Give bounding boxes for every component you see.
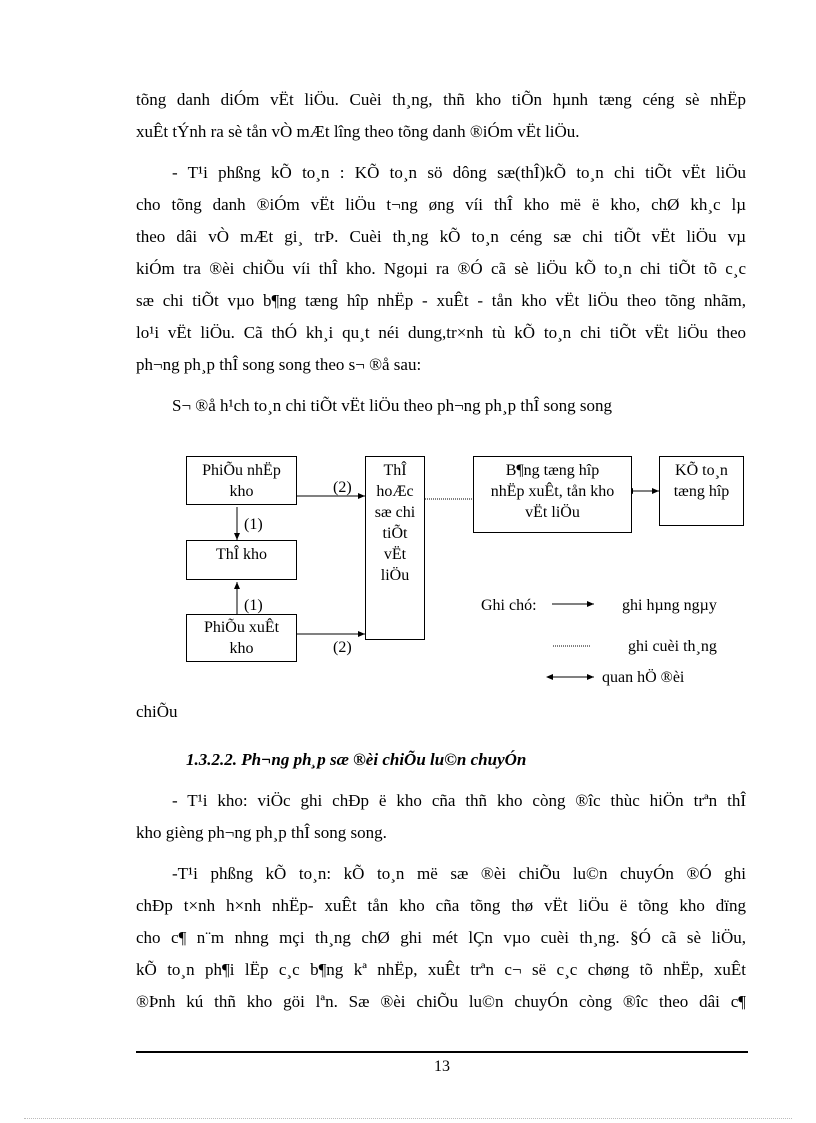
box-label: tæng hîp (673, 483, 730, 500)
box-label: ThÎ kho (215, 546, 268, 563)
diagram-title: S¬ ®å h¹ch to¸n chi tiÕt vËt liÖu theo ph¬ng ph¸p thÎ song song (172, 396, 612, 415)
box-label: sæ chi (374, 504, 416, 521)
paragraph-line: chÐp t×nh h×nh nhËp- xuÊt tån kho cña tõng thø vËt liÖu ë tõng kho dïng (136, 896, 746, 915)
paragraph-line: ph¬ng ph¸p thÎ song song theo s¬ ®å sau: (136, 355, 422, 374)
paragraph-line: cho c¶ n¨m nhng mçi th¸ng chØ ghi mét lÇn vµo cuèi th¸ng. §Ó cã sè liÖu, (136, 928, 746, 947)
the-hoac-so-chi-tiet-box (365, 456, 425, 640)
paragraph-line: kho gièng ph¬ng ph¸p thÎ song song. (136, 823, 387, 842)
step-label: (1) (244, 597, 263, 614)
the-kho-box (186, 540, 297, 580)
paragraph-line: theo dâi vÒ mÆt gi¸ trÞ. Cuèi th¸ng kÕ to¸n céng sæ chi tiÕt vËt liÖu vµ (136, 227, 746, 246)
paragraph-line: kiÓm tra ®èi chiÕu víi thÎ kho. Ngoµi ra ®Ó cã sè liÖu kÕ to¸n chi tiÕt tõ c¸c (136, 259, 746, 278)
paragraph-line: ®Þnh kú thñ kho göi lªn. Sæ ®èi chiÕu lu©n chuyÓn còng ®îc theo dâi c¶ (136, 992, 746, 1011)
ke-toan-tong-hop-box (659, 456, 744, 526)
phieu-xuat-kho-box (186, 614, 297, 662)
bang-tong-hop-box (473, 456, 632, 533)
box-label: hoÆc (376, 483, 414, 500)
box-label: vËt (383, 546, 407, 563)
box-label: liÖu (380, 567, 410, 584)
box-label: vËt liÖu (525, 504, 580, 521)
page-bottom-border (24, 1118, 792, 1119)
box-label: kho (229, 483, 254, 500)
legend-monthly-label: ghi cuèi th¸ng (628, 638, 717, 655)
box-label: KÕ to¸n (675, 462, 728, 479)
step-label: (1) (244, 516, 263, 533)
step-label: (2) (333, 639, 352, 656)
paragraph-line: kÕ to¸n ph¶i lËp c¸c b¶ng kª nhËp, xuÊt trªn c¬ së c¸c chøng tõ nhËp, xuÊt (136, 960, 746, 979)
section-heading: 1.3.2.2. Ph¬ng ph¸p sæ ®èi chiÕu lu©n chuyÓn (186, 750, 527, 769)
footer-rule (136, 1051, 748, 1053)
box-label: tiÕt (382, 525, 408, 542)
page-number: 13 (434, 1058, 450, 1075)
paragraph-line: -T¹i phßng kÕ to¸n: kÕ to¸n më sæ ®èi chiÕu lu©n chuyÓn ®Ó ghi (172, 864, 746, 883)
phieu-nhap-kho-box (186, 456, 297, 505)
box-label: B¶ng tæng hîp (505, 462, 600, 479)
paragraph-line: tõng danh diÓm vËt liÖu. Cuèi th¸ng, thñ kho tiÕn hµnh tæng céng sè nhËp (136, 90, 746, 109)
paragraph-line: - T¹i kho: viÖc ghi chÐp ë kho cña thñ kho còng ®îc thùc hiÖn trªn thÎ (172, 791, 746, 810)
paragraph-line: lo¹i vËt liÖu. Cã thÓ kh¸i qu¸t néi dung,tr×nh tù kÕ to¸n chi tiÕt vËt liÖu theo (136, 323, 746, 342)
legend-relation-label: quan hÖ ®èi (602, 669, 685, 686)
box-label: ThÎ (383, 462, 407, 479)
paragraph-line: sæ chi tiÕt vµo b¶ng tæng hîp nhËp - xuÊt - tån kho vËt liÖu theo tõng nhãm, (136, 291, 746, 310)
legend-title: Ghi chó: (481, 597, 537, 614)
box-label: PhiÕu nhËp (202, 462, 281, 479)
paragraph-line: chiÕu (136, 702, 178, 721)
box-label: PhiÕu xuÊt (203, 619, 280, 636)
box-label: nhËp xuÊt, tån kho (490, 483, 615, 500)
box-label: kho (229, 640, 254, 657)
step-label: (2) (333, 479, 352, 496)
legend-daily-label: ghi hµng ngµy (622, 597, 717, 614)
paragraph-line: cho tõng danh ®iÓm vËt liÖu t¬ng øng víi thÎ kho më ë kho, chØ kh¸c lµ (136, 195, 746, 214)
paragraph-line: xuÊt tÝnh ra sè tån vÒ mÆt lîng theo tõng danh ®iÓm vËt liÖu. (136, 122, 580, 141)
paragraph-line: - T¹i phßng kÕ to¸n : KÕ to¸n sö dông sæ(thÎ)kÕ to¸n chi tiÕt vËt liÖu (172, 163, 746, 182)
